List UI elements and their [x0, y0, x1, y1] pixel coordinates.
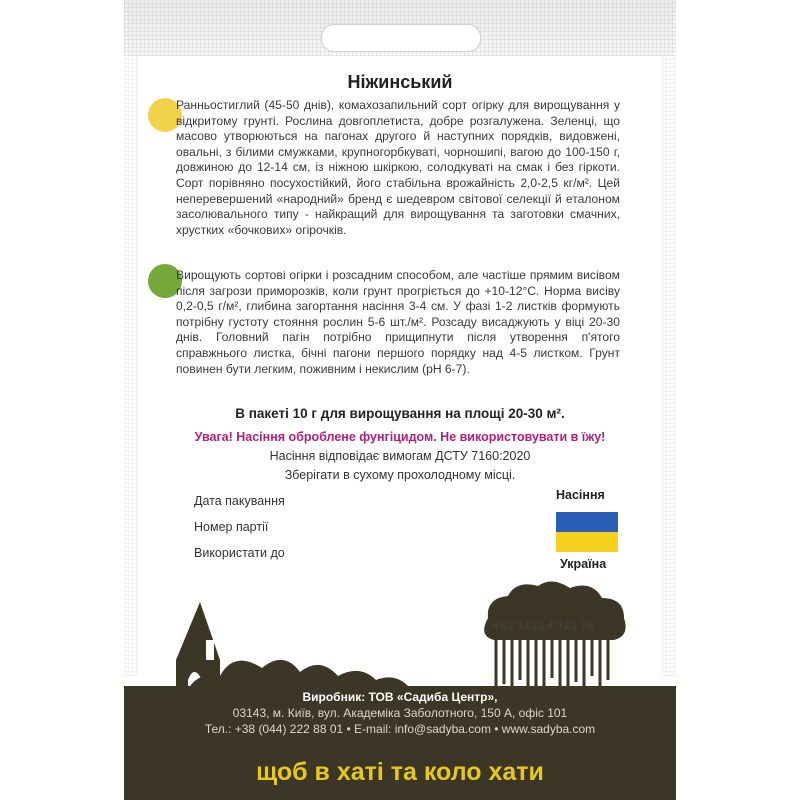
product-description: Ранньостиглий (45-50 днів), комахозапильний сорт огірку для вирощування у відкритому грунті. Рослина довгоплетиста, добре розгалужена. Зеленці, що масово утворюються на пагонах другого й наступних порядків, видовжені, овальні, з білими смужками, крупногорбкуваті, чорношипі, вагою до 100-150 г, довжиною до 12-14 см, із ніжною шкіркою, солодкуваті на смак і без гіркоти. Сорт порівняно посухостійкий, його стабільна врожайність 2,0-2,5 кг/м². Цей неперевершений «народний» бренд є шедевром світової селекції й еталоном засолювального типу - найкращий для вирощування та заготовки смачних, хрустких «бочкових» огірочків. — [176, 98, 620, 237]
use-by-label: Використати до — [194, 546, 285, 560]
manufacturer-name: Виробник: ТОВ «Садиба Центр», — [302, 690, 498, 704]
pack-date-label: Дата пакування — [194, 494, 285, 508]
pack-info: В пакеті 10 г для вирощування на площі 20-30 м². — [235, 406, 565, 421]
seeds-label: Насіння — [556, 488, 605, 502]
brand-slogan: щоб в хаті та коло хати — [256, 758, 544, 786]
batch-number-label: Номер партії — [194, 520, 269, 534]
hang-hole — [321, 24, 481, 52]
barcode-number: 4823111402176 — [492, 620, 596, 632]
standard-compliance: Насіння відповідає вимогам ДСТУ 7160:2020 — [269, 449, 531, 463]
growing-instructions: Вирощують сортові огірки і розсадним способом, але частіше прямим висівом після загрози приморозків, коли грунт прогріється до +10-12°С. Норма висіву 0,2-0,5 г/м², глибина загортання насіння 3-4 см. У фазі 1-2 листків формують потрібну густоту стояння рослин 5-6 шт./м². Розсаду висаджують у віці 20-30 днів. Головний пагін потрібно прищипнути після утворення п'ятого справжнього листка, бічні пагони першого порядку над 4-5 листком. Грунт повинен бути легким, поживним і некислим (рН 6-7). — [176, 268, 620, 376]
product-title: Ніжинський — [347, 72, 453, 92]
manufacturer-contacts: Тел.: +38 (044) 222 88 01 • E-mail: info@sadyba.com • www.sadyba.com — [204, 722, 596, 736]
manufacturer-address: 03143, м. Київ, вул. Академіка Заболотного, 150 А, офіс 101 — [232, 706, 568, 720]
seed-packet — [124, 0, 676, 800]
fungicide-warning: Увага! Насіння оброблене фунгіцидом. Не використовувати в їжу! — [194, 430, 606, 444]
ukraine-flag-icon — [556, 512, 618, 552]
country-label: Україна — [560, 557, 607, 571]
storage-instructions: Зберігати в сухому прохолодному місці. — [284, 468, 516, 482]
